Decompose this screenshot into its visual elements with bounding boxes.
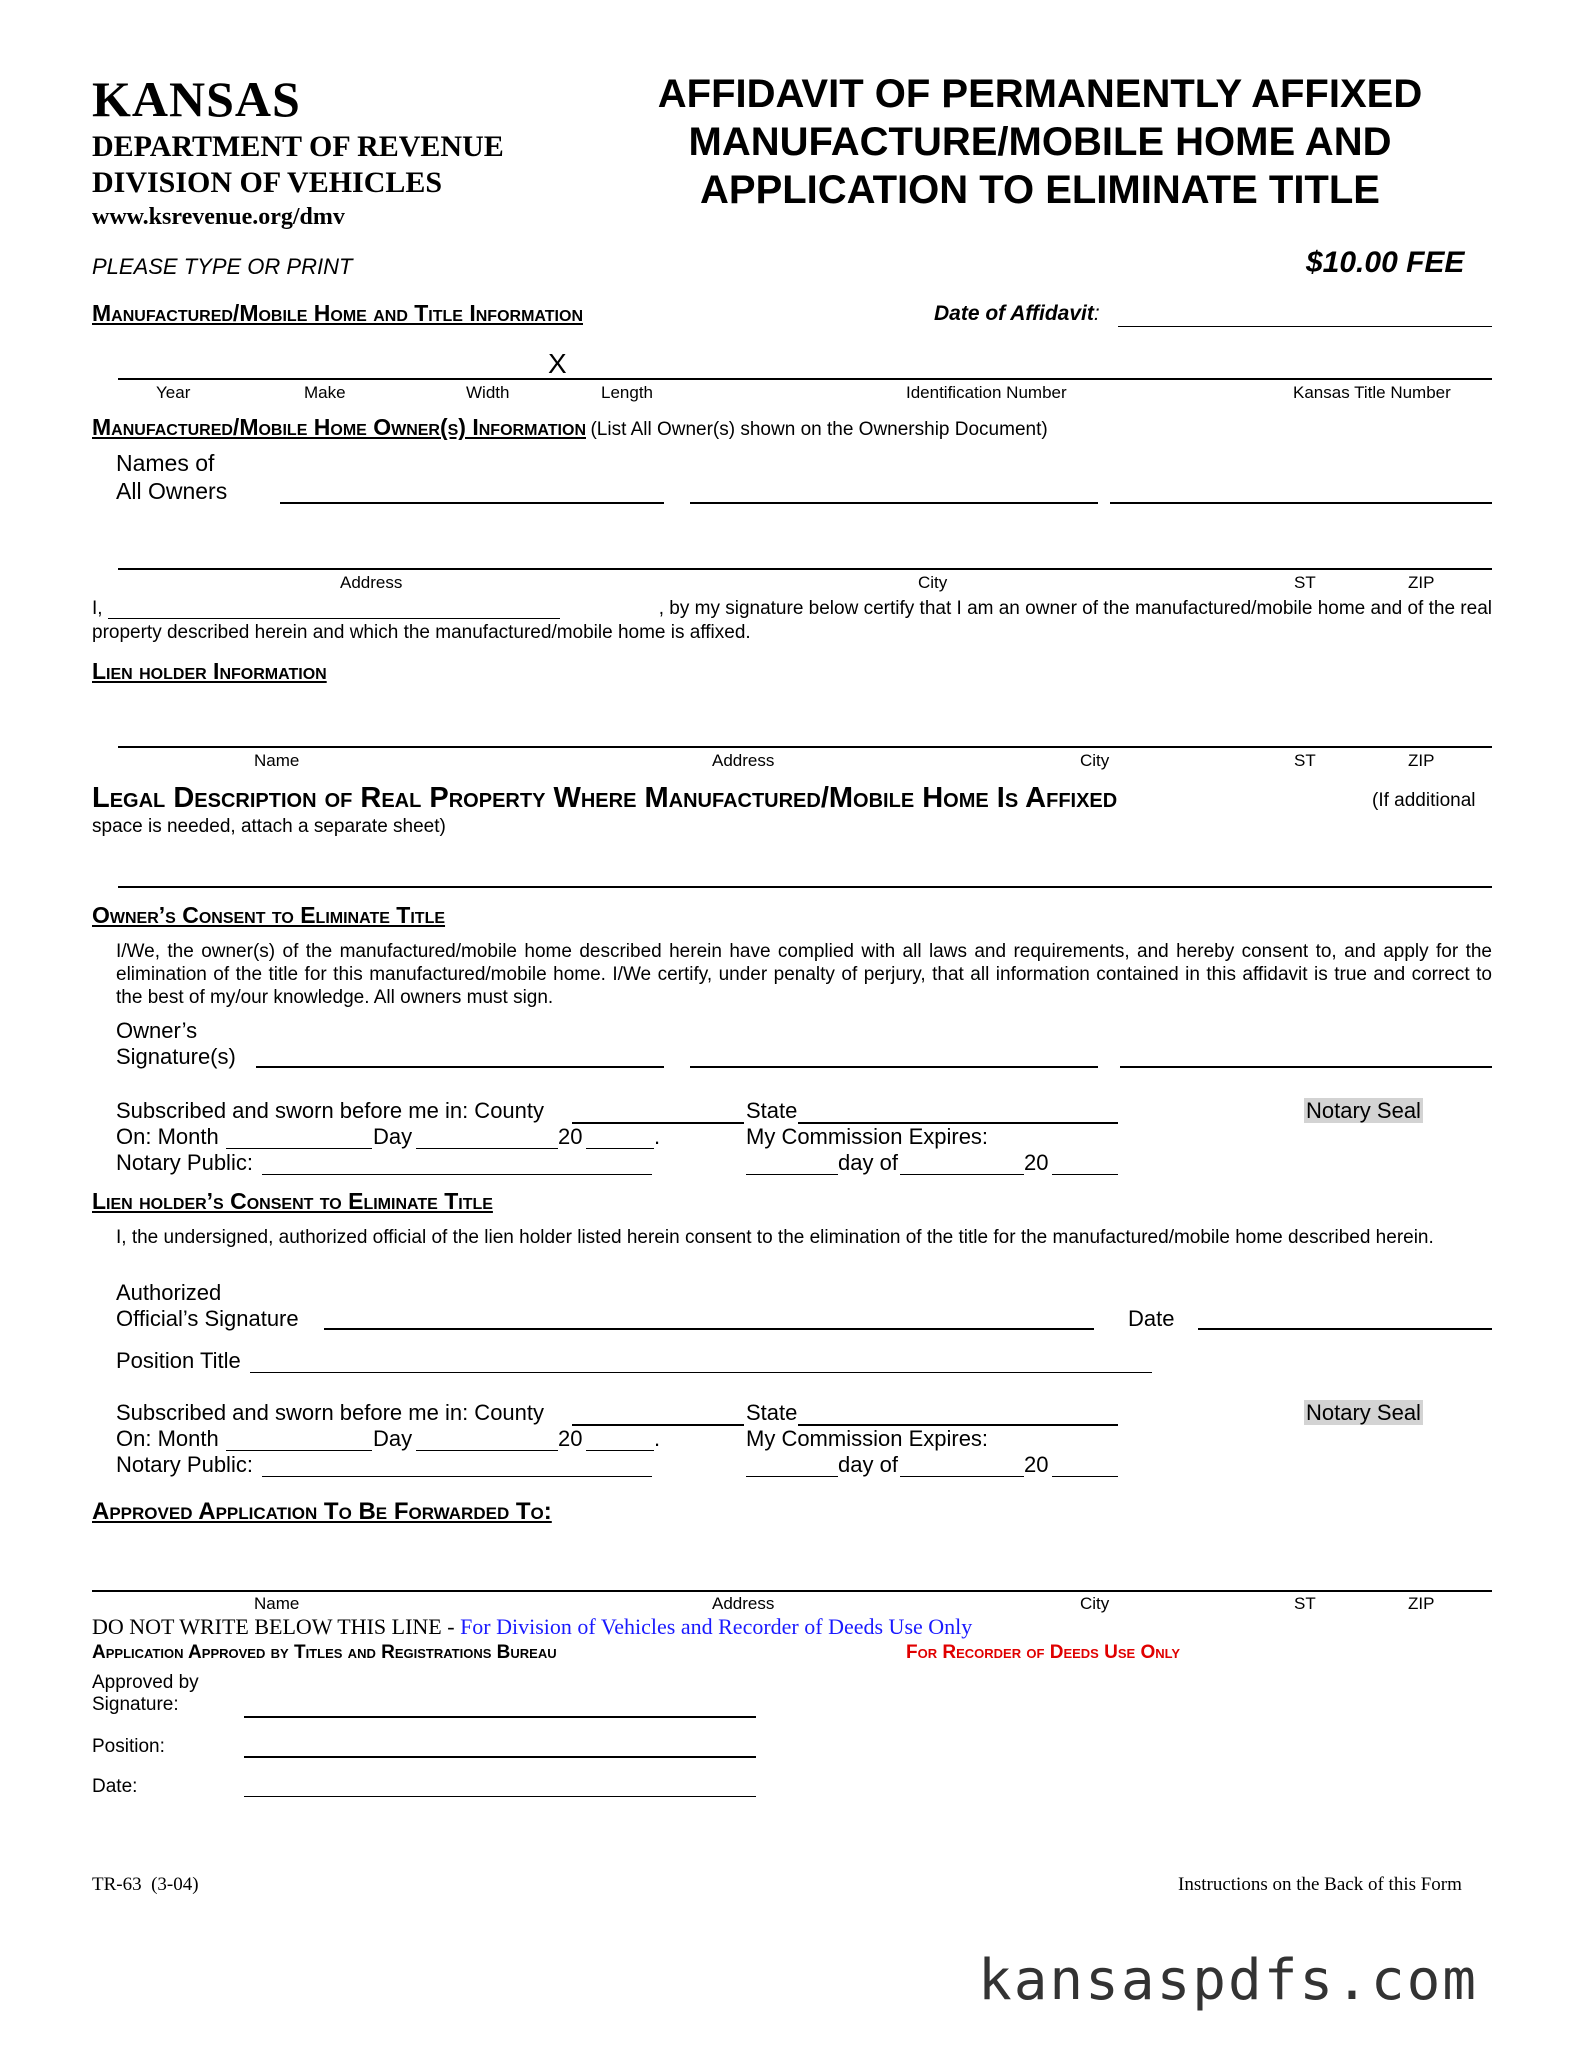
forward-to-field-line[interactable] [92,1590,1492,1592]
owner-name-field-3[interactable] [1110,502,1492,504]
recorder-use-heading: For Recorder of Deeds Use Only [906,1642,1181,1663]
notary2-seal-text: Notary Seal [1306,1400,1421,1425]
make-label: Make [304,383,346,402]
notary1-period: . [654,1124,661,1149]
width-length-separator: X [548,348,567,379]
approval-date-field[interactable] [244,1796,756,1797]
lien-city-label: City [1080,751,1110,770]
form-title-line3: APPLICATION TO ELIMINATE TITLE [700,168,1380,212]
forward-zip-label: ZIP [1408,1594,1435,1613]
lien-consent-text: I, the undersigned, authorized official of the lien holder listed herein consent to the elimination of the title for the manufactured/mobile home described herein. [116,1227,1434,1248]
owner-consent-heading: Owner’s Consent to Eliminate Title [92,902,446,928]
owner-info-heading: Manufactured/Mobile Home Owner(s) Information [92,414,586,440]
lien-zip-label: ZIP [1408,751,1435,770]
notary1-month-label: On: Month [116,1124,219,1149]
notary2-year-prefix: 20 [558,1426,583,1451]
legal-description-heading: Legal Description of Real Property Where Manufactured/Mobile Home Is Affixed [92,782,1118,814]
notary1-state-label: State [746,1098,798,1123]
position-title-field[interactable] [250,1372,1152,1373]
forward-name-label: Name [254,1594,300,1613]
notary1-day-field[interactable] [416,1148,558,1149]
width-label: Width [466,383,510,402]
notary2-commission-month-field[interactable] [900,1476,1024,1477]
owner-cert-name-field[interactable] [108,618,560,619]
back-instructions-note: Instructions on the Back of this Form [1178,1874,1462,1895]
do-not-write-text: DO NOT WRITE BELOW THIS LINE - [92,1614,461,1639]
notary2-commission-label: My Commission Expires: [746,1426,989,1451]
notary2-month-field[interactable] [226,1450,372,1451]
position-title-label: Position Title [116,1348,241,1373]
owner-signature-label-1: Owner’s [116,1018,198,1043]
kansas-title-number-label: Kansas Title Number [1293,383,1451,402]
names-of-owners-label-2: All Owners [116,478,228,504]
watermark-logo: kansaspdfs.com [978,1948,1479,2013]
forward-city-label: City [1080,1594,1110,1613]
notary1-year-field[interactable] [586,1148,654,1149]
notary1-commission-year-prefix: 20 [1024,1150,1049,1175]
year-label: Year [156,383,191,402]
notary1-commission-year-field[interactable] [1052,1174,1118,1175]
approval-signature-field[interactable] [244,1716,756,1718]
notary1-year-prefix: 20 [558,1124,583,1149]
lien-date-label: Date [1128,1306,1175,1331]
forward-to-heading: Approved Application To Be Forwarded To: [92,1498,552,1525]
owner-st-label: ST [1294,573,1316,592]
approved-by-label: Approved by [92,1672,199,1693]
lien-address-label: Address [712,751,775,770]
notary1-public-label: Notary Public: [116,1150,253,1175]
lien-holder-info-heading: Lien holder Information [92,658,327,684]
names-of-owners-label-1: Names of [116,450,215,476]
notary2-state-label: State [746,1400,798,1425]
notary1-commission-day-field[interactable] [746,1174,838,1175]
form-title [600,70,1480,214]
legal-description-header [92,782,1117,815]
do-not-write-notice [92,1614,972,1640]
notary1-seal [1304,1098,1423,1124]
owner-address-label: Address [340,573,403,592]
notary2-public-label: Notary Public: [116,1452,253,1477]
owner-name-field-1[interactable] [280,502,664,504]
length-label: Length [601,383,653,402]
owner-signature-field-3[interactable] [1120,1066,1492,1068]
owner-info-header [92,414,1048,441]
approval-position-field[interactable] [244,1756,756,1758]
owner-signature-field-1[interactable] [256,1066,664,1068]
approval-position-label: Position: [92,1736,165,1757]
home-info-field-line[interactable] [118,378,1492,380]
notary1-public-field[interactable] [262,1174,652,1175]
department-name: DEPARTMENT OF REVENUE [92,130,504,163]
website-link[interactable]: www.ksrevenue.org/dmv [92,204,345,230]
legal-description-field[interactable] [118,886,1492,888]
bureau-approval-heading: Application Approved by Titles and Registrations Bureau [92,1642,557,1663]
approval-date-label: Date: [92,1776,138,1797]
lien-name-label: Name [254,751,300,770]
owner-address-field-line[interactable] [118,568,1492,570]
notary2-commission-year-prefix: 20 [1024,1452,1049,1477]
notary2-public-field[interactable] [262,1476,652,1477]
authorized-label-2: Official’s Signature [116,1306,299,1331]
notary1-day-of-label: day of [838,1150,898,1175]
notary2-day-field[interactable] [416,1450,558,1451]
notary2-period: . [654,1426,661,1451]
date-colon: : [1093,302,1100,325]
date-of-affidavit-label [934,302,1100,326]
owner-cert-text-1: , by my signature below certify that I am an owner of the manufactured/mobile home and of the real [658,598,1492,619]
forward-st-label: ST [1294,1594,1316,1613]
notary2-year-field[interactable] [586,1450,654,1451]
owner-city-label: City [918,573,948,592]
lien-st-label: ST [1294,751,1316,770]
form-number: TR-63 (3-04) [92,1874,199,1895]
office-use-only-text: For Division of Vehicles and Recorder of Deeds Use Only [460,1614,973,1639]
notary1-commission-month-field[interactable] [900,1174,1024,1175]
form-title-line1: AFFIDAVIT OF PERMANENTLY AFFIXED [657,72,1423,116]
home-title-info-heading: Manufactured/Mobile Home and Title Information [92,300,583,326]
notary2-month-label: On: Month [116,1426,219,1451]
fee-amount: $10.00 FEE [1306,246,1465,279]
lien-date-field[interactable] [1198,1328,1492,1330]
owner-signature-field-2[interactable] [690,1066,1098,1068]
owner-info-note: (List All Owner(s) shown on the Ownership Document) [590,419,1048,440]
legal-description-note-2: space is needed, attach a separate sheet) [92,816,446,837]
legal-description-note-1: (If additional [1372,790,1476,811]
authorized-signature-field[interactable] [324,1328,1094,1330]
state-name: KANSAS [92,71,301,127]
lien-holder-field-line[interactable] [118,746,1492,748]
owner-signature-label-2: Signature(s) [116,1044,236,1069]
date-of-affidavit-field[interactable] [1118,326,1492,327]
notary2-commission-day-field[interactable] [746,1476,838,1477]
forward-address-label: Address [712,1594,775,1613]
notary1-commission-label: My Commission Expires: [746,1124,989,1149]
identification-number-label: Identification Number [906,383,1067,402]
form-title-line2: MANUFACTURE/MOBILE HOME AND [688,120,1392,164]
owner-cert-text-2: property described herein and which the manufactured/mobile home is affixed. [92,622,751,643]
date-of-affidavit-text: Date of Affidavit [934,302,1094,325]
notary2-subscribed-label: Subscribed and sworn before me in: County [116,1400,545,1425]
division-name: DIVISION OF VEHICLES [92,166,443,199]
approval-signature-label: Signature: [92,1694,179,1715]
notary2-commission-year-field[interactable] [1052,1476,1118,1477]
notary2-day-label: Day [373,1426,413,1451]
owner-zip-label: ZIP [1408,573,1435,592]
notary1-seal-text: Notary Seal [1306,1098,1421,1123]
notary1-month-field[interactable] [226,1148,372,1149]
type-or-print-instruction: PLEASE TYPE OR PRINT [92,254,353,279]
notary2-seal [1304,1400,1423,1426]
notary1-subscribed-label: Subscribed and sworn before me in: County [116,1098,545,1123]
owner-cert-prefix: I, [92,598,103,619]
owner-name-field-2[interactable] [690,502,1098,504]
owner-consent-text: I/We, the owner(s) of the manufactured/mobile home described herein have complied with all laws and requirements, and hereby consent to, and apply for the elimination of the title for this manufactured/mobile home. I/We certify, under penalty of perjury, that all information contained in this affidavit is true and correct to the best of my/our knowledge. All owners must sign. [116,941,1492,1008]
notary1-day-label: Day [373,1124,413,1149]
lien-consent-heading: Lien holder’s Consent to Eliminate Title [92,1188,493,1214]
notary2-day-of-label: day of [838,1452,898,1477]
authorized-label-1: Authorized [116,1280,222,1305]
